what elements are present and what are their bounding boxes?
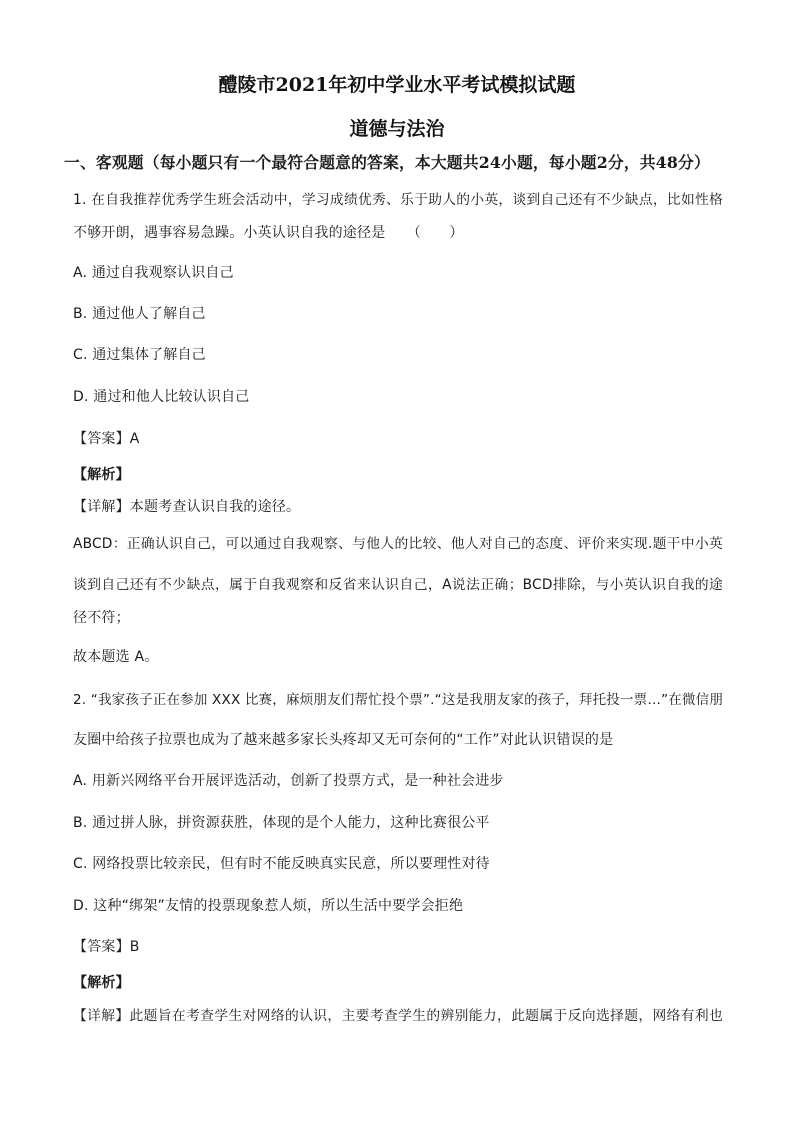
q1-option-d: D. 通过和他人比较认识自己 bbox=[73, 389, 250, 405]
q1-option-a: A. 通过自我观察认识自己 bbox=[73, 265, 234, 281]
q1-analysis-label: 【解析】 bbox=[73, 467, 130, 483]
q2-option-c: C. 网络投票比较亲民，但有时不能反映真实民意，所以要理性对待 bbox=[73, 856, 490, 872]
exam-subject: 道德与法治 bbox=[349, 118, 445, 140]
q1-option-b: B. 通过他人了解自己 bbox=[73, 306, 206, 322]
q1-detail-line1: 【详解】本题考查认识自我的途径。 bbox=[73, 499, 301, 515]
q1-detail-line5: 故本题选 A。 bbox=[73, 649, 159, 665]
q1-stem-line2: 不够开朗，遇事容易急躁。小英认识自我的途径是 （ ） bbox=[73, 225, 464, 241]
q2-option-d: D. 这种“绑架”友情的投票现象惹人烦，所以生活中要学会拒绝 bbox=[73, 898, 464, 914]
q2-stem-line1: 2. “我家孩子正在参加 XXX 比赛，麻烦朋友们帮忙投个票”.“这是我朋友家的孩子，拜托投一票…”在微信朋 bbox=[73, 692, 724, 708]
q2-stem-line2: 友圈中给孩子拉票也成为了越来越多家长头疼却又无可奈何的“工作”对此认识错误的是 bbox=[73, 732, 614, 748]
q1-option-c: C. 通过集体了解自己 bbox=[73, 347, 206, 363]
q1-answer: 【答案】A bbox=[73, 431, 140, 447]
q1-stem-line1: 1. 在自我推荐优秀学生班会活动中，学习成绩优秀、乐于助人的小英，谈到自己还有不少缺点，比如性格 bbox=[73, 192, 723, 208]
q2-detail-line1: 【详解】此题旨在考查学生对网络的认识，主要考查学生的辨别能力，此题属于反向选择题，网络有利也 bbox=[73, 1008, 723, 1024]
section-heading: 一、客观题（每小题只有一个最符合题意的答案，本大题共24小题，每小题2分，共48分） bbox=[64, 153, 710, 172]
q2-option-a: A. 用新兴网络平台开展评选活动，创新了投票方式，是一种社会进步 bbox=[73, 773, 504, 789]
q1-detail-line3: 谈到自己还有不少缺点，属于自我观察和反省来认识自己，A说法正确；BCD排除，与小英认识自我的途 bbox=[73, 577, 723, 593]
q2-option-b: B. 通过拼人脉，拼资源获胜，体现的是个人能力，这种比赛很公平 bbox=[73, 815, 490, 831]
q1-detail-line2: ABCD：正确认识自己，可以通过自我观察、与他人的比较、他人对自己的态度、评价来实现.题干中小英 bbox=[73, 536, 723, 552]
q2-analysis-label: 【解析】 bbox=[73, 975, 130, 991]
q2-answer: 【答案】B bbox=[73, 939, 140, 955]
exam-title: 醴陵市2021年初中学业水平考试模拟试题 bbox=[218, 74, 576, 96]
q1-detail-line4: 径不符； bbox=[73, 610, 130, 626]
